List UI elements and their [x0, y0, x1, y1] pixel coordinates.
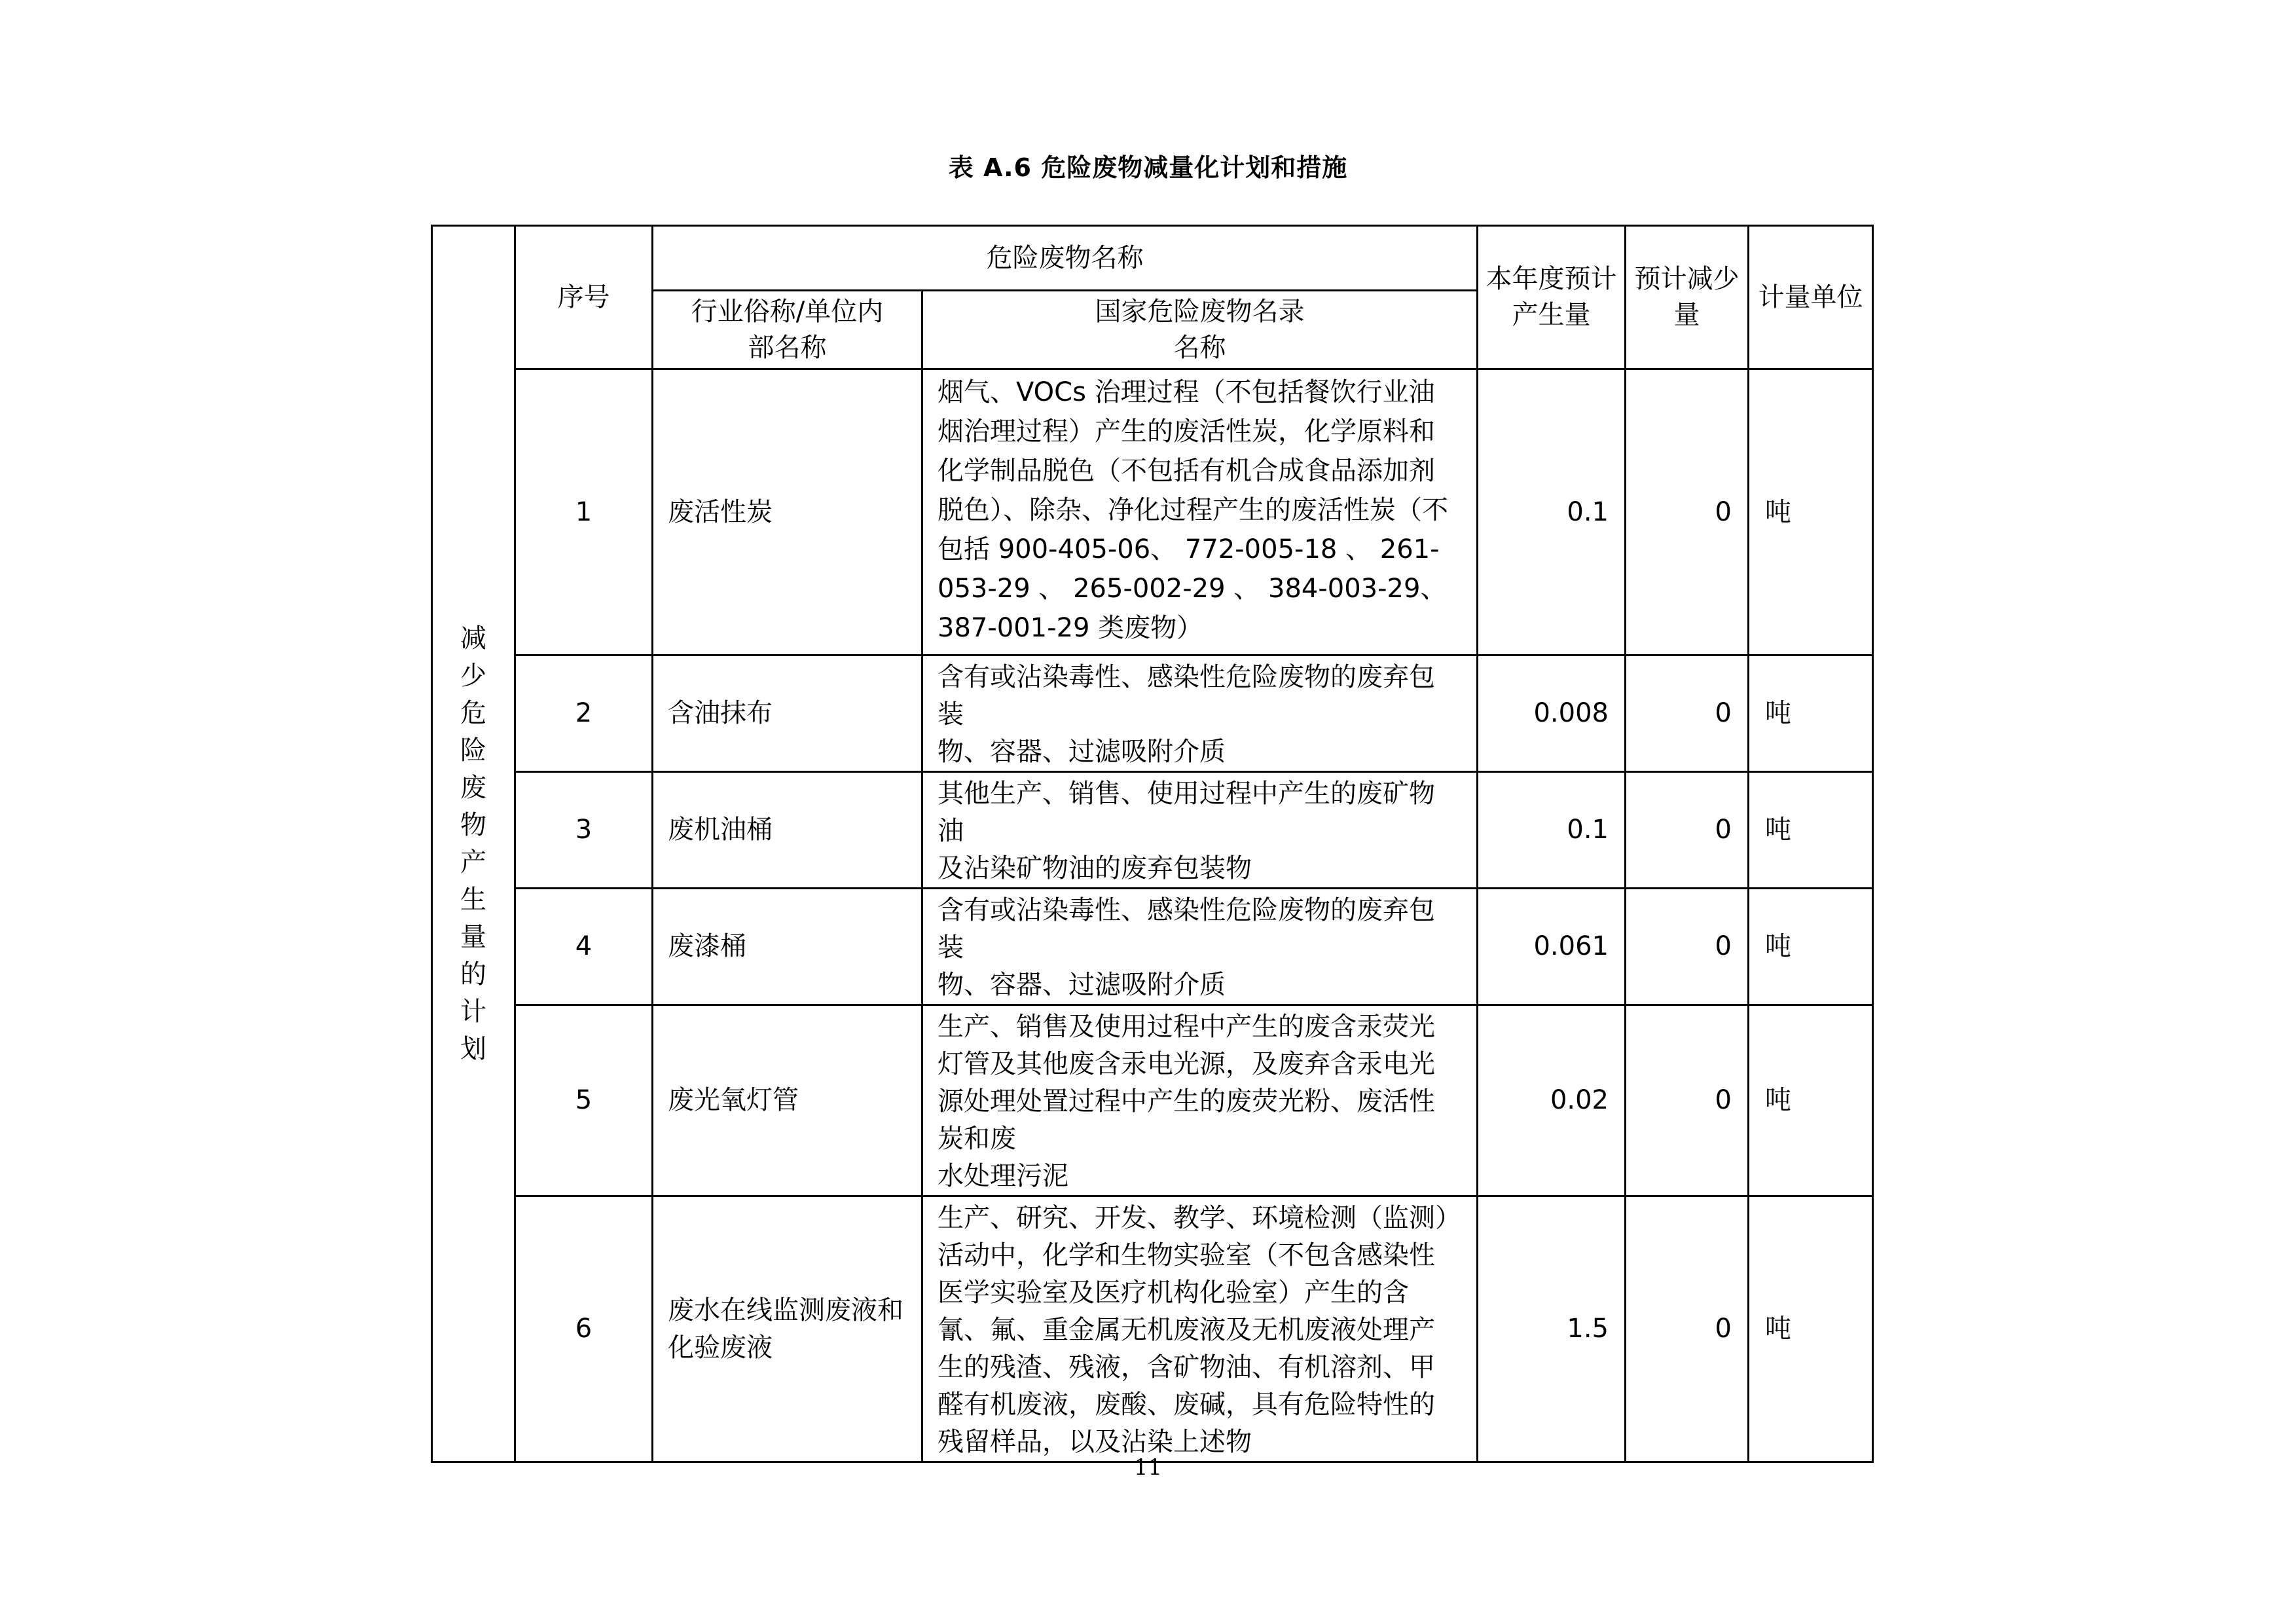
- row-unit: 吨: [1749, 772, 1873, 889]
- row-annual-output: 0.061: [1478, 889, 1626, 1005]
- row-annual-output: 1.5: [1478, 1196, 1626, 1462]
- row-seq: 1: [515, 369, 653, 655]
- header-industry-name: 行业俗称/单位内部名称: [653, 291, 922, 369]
- hazardous-waste-table: [431, 225, 1874, 1463]
- row-unit: 吨: [1749, 889, 1873, 1005]
- table-row: [432, 1196, 1873, 1462]
- header-waste-name: 危险废物名称: [653, 226, 1478, 291]
- row-unit: 吨: [1749, 369, 1873, 655]
- row-industry-name: 废光氧灯管: [653, 1005, 922, 1196]
- row-unit: 吨: [1749, 655, 1873, 772]
- header-annual-output: 本年度预计产生量: [1478, 226, 1626, 369]
- header-unit: 计量单位: [1749, 226, 1873, 369]
- row-planned-reduction: 0: [1626, 889, 1749, 1005]
- row-seq: 3: [515, 772, 653, 889]
- header-planned-reduction: 预计减少量: [1626, 226, 1749, 369]
- header-seq: 序号: [515, 226, 653, 369]
- row-industry-name: 废漆桶: [653, 889, 922, 1005]
- row-national-name: 生产、研究、开发、教学、环境检测（监测）活动中，化学和生物实验室（不包含感染性医学实验室及医疗机构化验室）产生的含氰、氟、重金属无机废液及无机废液处理产生的残渣、残液，含矿物油、有机溶剂、甲醛有机废液，废酸、废碱，具有危险特性的残留样品，以及沾染上述物: [922, 1196, 1478, 1462]
- row-industry-name: 废机油桶: [653, 772, 922, 889]
- row-seq: 6: [515, 1196, 653, 1462]
- row-annual-output: 0.1: [1478, 369, 1626, 655]
- row-unit: 吨: [1749, 1005, 1873, 1196]
- table-row: [432, 369, 1873, 655]
- row-industry-name: 含油抹布: [653, 655, 922, 772]
- page-number: 11: [1133, 1454, 1163, 1481]
- row-national-name: 含有或沾染毒性、感染性危险废物的废弃包装 物、容器、过滤吸附介质: [922, 889, 1478, 1005]
- row-planned-reduction: 0: [1626, 1196, 1749, 1462]
- row-seq: 4: [515, 889, 653, 1005]
- row-annual-output: 0.02: [1478, 1005, 1626, 1196]
- row-unit: 吨: [1749, 1196, 1873, 1462]
- row-industry-name: 废水在线监测废液和化验废液: [653, 1196, 922, 1462]
- table-title: 表 A.6 危险废物减量化计划和措施: [948, 153, 1348, 182]
- row-planned-reduction: 0: [1626, 1005, 1749, 1196]
- table-row: [432, 655, 1873, 772]
- row-annual-output: 0.1: [1478, 772, 1626, 889]
- table-row: [432, 889, 1873, 1005]
- side-label-cell: [432, 226, 515, 1462]
- row-planned-reduction: 0: [1626, 369, 1749, 655]
- row-annual-output: 0.008: [1478, 655, 1626, 772]
- row-national-name: 其他生产、销售、使用过程中产生的废矿物油 及沾染矿物油的废弃包装物: [922, 772, 1478, 889]
- row-seq: 5: [515, 1005, 653, 1196]
- row-national-name: 含有或沾染毒性、感染性危险废物的废弃包装 物、容器、过滤吸附介质: [922, 655, 1478, 772]
- row-seq: 2: [515, 655, 653, 772]
- row-national-name: 烟气、VOCs 治理过程（不包括餐饮行业油烟治理过程）产生的废活性炭，化学原料和化学制品脱色（不包括有机合成食品添加剂脱色）、除杂、净化过程产生的废活性炭（不包括 900-405-06、 772-005-18 、 261-053-29 、 265-002-29 、 384-003-29、387-001-29 类废物）: [922, 369, 1478, 655]
- row-industry-name: 废活性炭: [653, 369, 922, 655]
- table-row: [432, 1005, 1873, 1196]
- header-national-name: 国家危险废物名录名称: [922, 291, 1478, 369]
- row-planned-reduction: 0: [1626, 772, 1749, 889]
- row-national-name: 生产、销售及使用过程中产生的废含汞荧光灯管及其他废含汞电光源，及废弃含汞电光源处理处置过程中产生的废荧光粉、废活性炭和废 水处理污泥: [922, 1005, 1478, 1196]
- side-label: 减少危险废物产生量的计划: [460, 623, 486, 1064]
- table-row: [432, 772, 1873, 889]
- row-planned-reduction: 0: [1626, 655, 1749, 772]
